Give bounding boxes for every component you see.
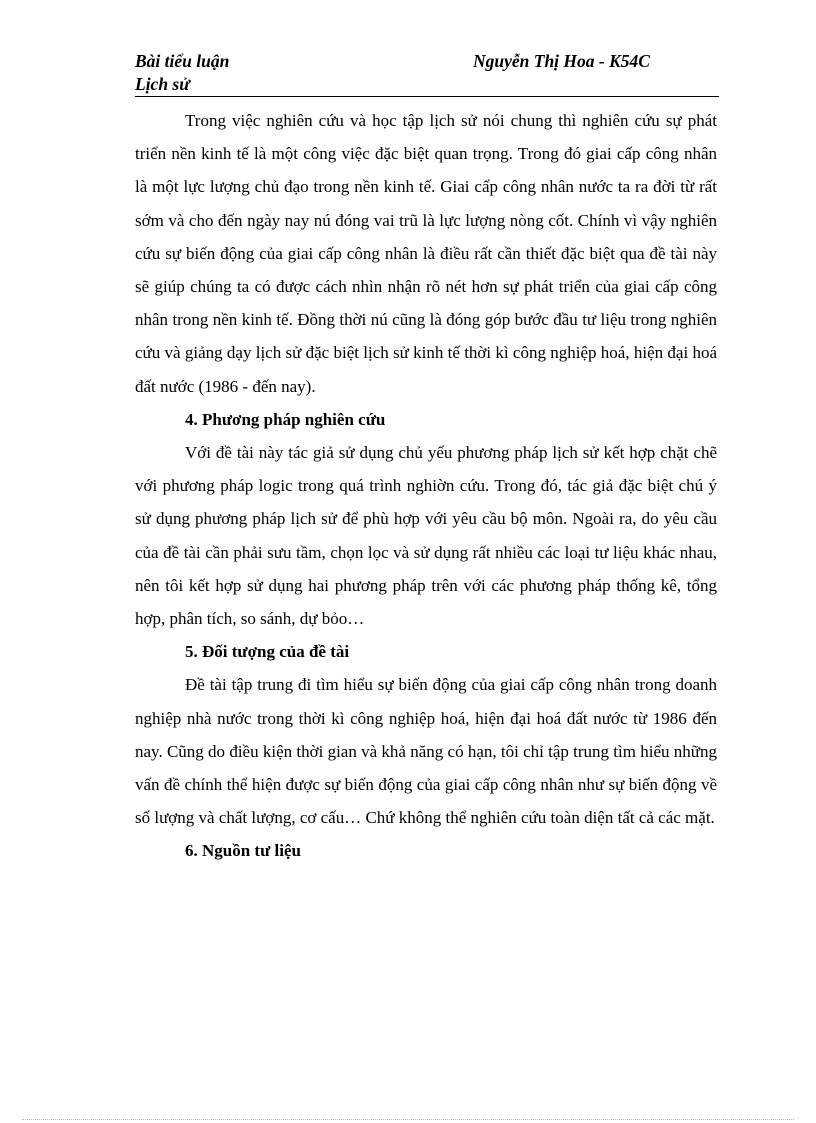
header-author: Nguyễn Thị Hoa - K54C bbox=[473, 51, 650, 71]
paragraph-subject: Đề tài tập trung đi tìm hiểu sự biến động của giai cấp công nhân trong doanh nghiệp nhà nước trong thời kì công nghiệp hoá, hiện đại hoá đất nước từ 1986 đến nay. Cũng do điều kiện thời gian và khả năng có hạn, tôi chỉ tập trung tìm hiểu những vấn đề chính thể hiện được sự biến động của giai cấp công nhân như sự biến động về số lượng và chất lượng, cơ cấu… Chứ không thể nghiên cứu toàn diện tất cả các mặt. bbox=[135, 675, 717, 828]
section-heading-sources: 6. Nguồn tư liệu bbox=[185, 841, 301, 861]
header-subject: Lịch sử bbox=[135, 74, 190, 94]
header-doc-type: Bài tiểu luận bbox=[135, 51, 230, 71]
document-body bbox=[135, 104, 717, 868]
section-heading-methods: 4. Phương pháp nghiên cứu bbox=[185, 409, 386, 429]
header-rule bbox=[135, 96, 719, 97]
section-heading-subject: 5. Đối tượng của đề tài bbox=[185, 642, 350, 662]
paragraph-research-significance: Trong việc nghiên cứu và học tập lịch sử nói chung thì nghiên cứu sự phát triển nền kinh tế là một công việc đặc biệt quan trọng. Trong đó giai cấp công nhân là một lực lượng chủ đạo trong nền kinh tế. Giai cấp công nhân nước ta ra đời từ rất sớm và cho đến ngày nay nú đóng vai trũ là lực lượng nòng cốt. Chính vì vậy nghiên cứu sự biến động của giai cấp công nhân là điều rất cần thiết đặc biệt qua đề tài này sẽ giúp chúng ta có được cách nhìn nhận rõ nét hơn sự phát triển của giai cấp công nhân trong nền kinh tế. Đồng thời nú cũng là đóng góp bước đầu tư liệu trong nghiên cứu và giảng dạy lịch sử đặc biệt lịch sử kinh tế thời kì công nghiệp hoá, hiện đại hoá đất nước (1986 - đến nay). bbox=[135, 111, 717, 396]
paragraph-methods: Với đề tài này tác giả sử dụng chủ yếu phương pháp lịch sử kết hợp chặt chẽ với phương pháp logic trong quá trình nghiờn cứu. Trong đó, tác giả đặc biệt chú ý sử dụng phương pháp lịch sử để phù hợp với yêu cầu bộ môn. Ngoài ra, do yêu cầu của đề tài cần phải sưu tầm, chọn lọc và sử dụng rất nhiều các loại tư liệu khác nhau, nên tôi kết hợp sử dụng hai phương pháp trên với các phương pháp thống kê, tổng hợp, phân tích, so sánh, dự bỏo… bbox=[135, 443, 717, 629]
page-header bbox=[135, 50, 719, 96]
page-bottom-border bbox=[22, 1119, 794, 1120]
